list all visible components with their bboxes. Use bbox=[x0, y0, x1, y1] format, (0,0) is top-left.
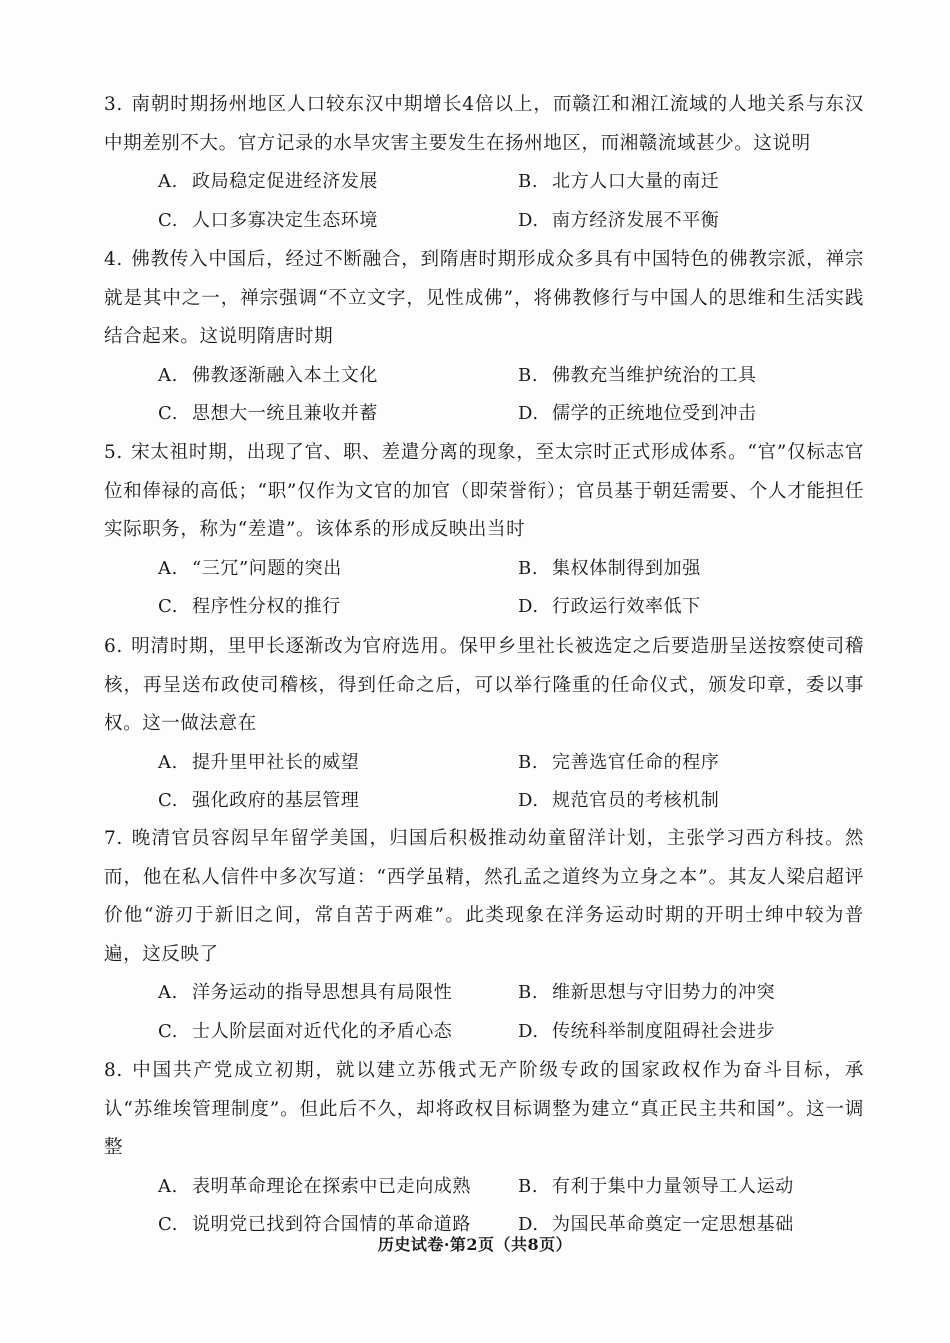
option-c[interactable]: C. 说明党已找到符合国情的革命道路 bbox=[158, 1214, 471, 1235]
option-a[interactable]: A. 表明革命理论在探索中已走向成熟 bbox=[158, 1175, 471, 1197]
question-text: 中国共产党成立初期，就以建立苏俄式无产阶级专政的国家政权作为奋斗目标，承认“苏维埃管理制度”。但此后不久，却将政权目标调整为建立“真正民主共和国”。这一调整 bbox=[104, 1060, 864, 1158]
option-b[interactable]: B. 维新思想与守旧势力的冲突 bbox=[518, 982, 776, 1003]
option-b[interactable]: B. 完善选官任命的程序 bbox=[518, 751, 720, 773]
question-number: 3. bbox=[104, 94, 123, 115]
option-a[interactable]: A. 政局稳定促进经济发展 bbox=[158, 171, 378, 192]
option-list bbox=[104, 357, 864, 434]
question-stem bbox=[104, 628, 864, 744]
question-3 bbox=[104, 86, 864, 240]
option-list bbox=[104, 744, 864, 821]
option-list bbox=[104, 163, 864, 240]
question-number: 5. bbox=[104, 442, 123, 463]
option-c[interactable]: C. 强化政府的基层管理 bbox=[158, 790, 360, 811]
option-a[interactable]: A. “三冗”问题的突出 bbox=[158, 557, 342, 579]
question-stem bbox=[104, 434, 864, 550]
option-d[interactable]: D. 传统科举制度阻碍社会进步 bbox=[518, 1020, 776, 1042]
question-5 bbox=[104, 434, 864, 627]
option-c[interactable]: C. 程序性分权的推行 bbox=[158, 596, 341, 617]
question-number: 6. bbox=[104, 636, 123, 657]
option-a[interactable]: A. 洋务运动的指导思想具有局限性 bbox=[158, 982, 453, 1003]
option-b[interactable]: B. 集权体制得到加强 bbox=[518, 557, 701, 579]
option-b[interactable]: B. 有利于集中力量领导工人运动 bbox=[518, 1175, 794, 1197]
question-text: 南朝时期扬州地区人口较东汉中期增长4倍以上，而赣江和湘江流域的人地关系与东汉中期差别不大。官方记录的水旱灾害主要发生在扬州地区，而湘赣流域甚少。这说明 bbox=[104, 94, 864, 154]
option-d[interactable]: D. 儒学的正统地位受到冲击 bbox=[518, 403, 757, 424]
question-stem bbox=[104, 241, 864, 357]
question-number: 7. bbox=[104, 828, 123, 849]
question-number: 4. bbox=[104, 249, 123, 270]
question-8 bbox=[104, 1052, 864, 1245]
option-c[interactable]: C. 士人阶层面对近代化的矛盾心态 bbox=[158, 1020, 453, 1042]
question-4 bbox=[104, 241, 864, 434]
page-footer: 历史试卷·第2页（共8页） bbox=[377, 1235, 573, 1254]
option-d[interactable]: D. 规范官员的考核机制 bbox=[518, 790, 720, 811]
option-b[interactable]: B. 佛教充当维护统治的工具 bbox=[518, 364, 757, 386]
option-list bbox=[104, 974, 864, 1051]
option-a[interactable]: A. 佛教逐渐融入本土文化 bbox=[158, 364, 378, 386]
option-a[interactable]: A. 提升里甲社长的威望 bbox=[158, 751, 360, 773]
question-stem bbox=[104, 820, 864, 974]
option-b[interactable]: B. 北方人口大量的南迁 bbox=[518, 171, 720, 192]
question-text: 佛教传入中国后，经过不断融合，到隋唐时期形成众多具有中国特色的佛教宗派，禅宗就是其中之一，禅宗强调“不立文字，见性成佛”，将佛教修行与中国人的思维和生活实践结合起来。这说明隋唐时期 bbox=[104, 249, 864, 347]
question-text: 晚清官员容闳早年留学美国，归国后积极推动幼童留洋计划，主张学习西方科技。然而，他在私人信件中多次写道：“西学虽精，然孔孟之道终为立身之本”。其友人梁启超评价他“游刃于新旧之间，常自苦于两难”。此类现象在洋务运动时期的开明士绅中较为普遍，这反映了 bbox=[104, 828, 864, 965]
option-list bbox=[104, 550, 864, 627]
question-text: 宋太祖时期，出现了官、职、差遣分离的现象，至太宗时正式形成体系。“官”仅标志官位和俸禄的高低；“职”仅作为文官的加官（即荣誉衔）；官员基于朝廷需要、个人才能担任实际职务，称为“差遣”。该体系的形成反映出当时 bbox=[104, 442, 864, 540]
question-text: 明清时期，里甲长逐渐改为官府选用。保甲乡里社长被选定之后要造册呈送按察使司稽核，再呈送布政使司稽核，得到任命之后，可以举行隆重的任命仪式，颁发印章，委以事权。这一做法意在 bbox=[104, 636, 864, 734]
question-7 bbox=[104, 820, 864, 1051]
option-c[interactable]: C. 思想大一统且兼收并蓄 bbox=[158, 403, 378, 424]
question-6 bbox=[104, 628, 864, 821]
option-d[interactable]: D. 行政运行效率低下 bbox=[518, 596, 701, 617]
option-d[interactable]: D. 南方经济发展不平衡 bbox=[518, 209, 720, 231]
question-number: 8. bbox=[104, 1060, 123, 1081]
option-d[interactable]: D. 为国民革命奠定一定思想基础 bbox=[518, 1214, 794, 1235]
question-stem bbox=[104, 1052, 864, 1168]
question-stem bbox=[104, 86, 864, 163]
option-c[interactable]: C. 人口多寡决定生态环境 bbox=[158, 209, 378, 231]
